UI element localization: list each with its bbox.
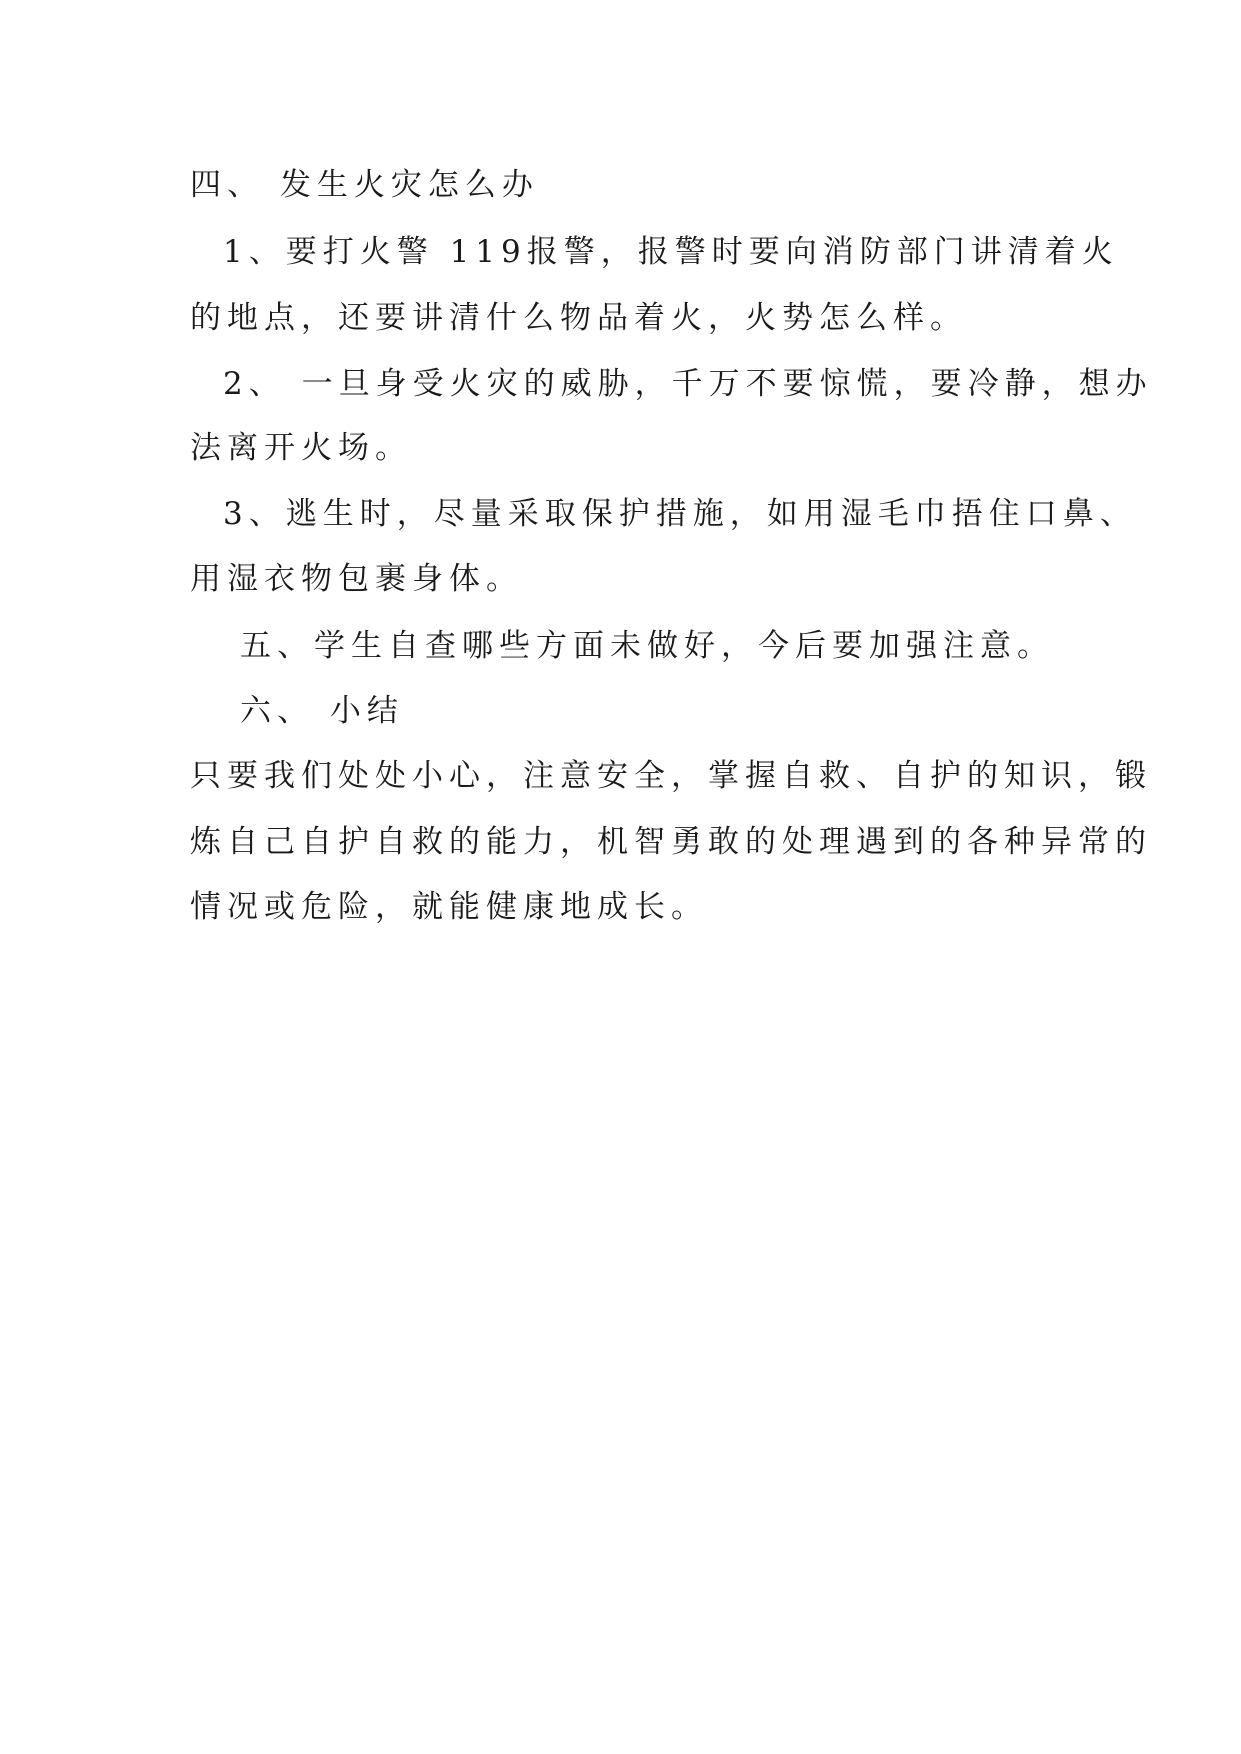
paragraph-line: 用湿衣物包裹身体。: [190, 561, 523, 597]
paragraph-line: 炼自己自护自救的能力，机智勇敢的处理遇到的各种异常的: [190, 824, 1152, 860]
section-heading-summary: 六、 小结: [240, 693, 404, 729]
paragraph-line: 1、要打火警 119报警，报警时要向消防部门讲清着火: [223, 234, 1119, 270]
section-heading-self-check: 五、学生自查哪些方面未做好，今后要加强注意。: [240, 628, 1054, 664]
section-heading-fire: 四、 发生火灾怎么办: [190, 167, 539, 203]
paragraph-line: 的地点，还要讲清什么物品着火，火势怎么样。: [190, 300, 967, 336]
paragraph-line: 法离开火场。: [190, 430, 412, 466]
paragraph-line: 只要我们处处小心，注意安全，掌握自救、自护的知识，锻: [190, 758, 1152, 794]
paragraph-line: 情况或危险，就能健康地成长。: [190, 889, 708, 925]
paragraph-line: 3、逃生时，尽量采取保护措施，如用湿毛巾捂住口鼻、: [223, 496, 1137, 532]
paragraph-line: 2、 一旦身受火灾的威胁，千万不要惊慌，要冷静，想办: [223, 366, 1153, 402]
